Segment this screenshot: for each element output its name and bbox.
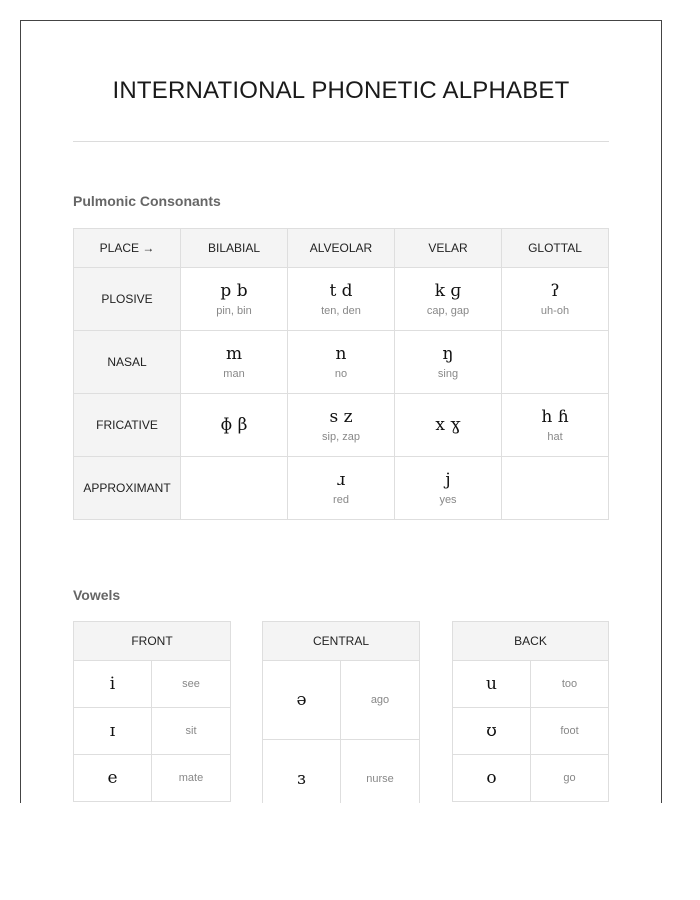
ipa-symbol: ŋ bbox=[442, 343, 454, 364]
vowels-front-table bbox=[73, 621, 231, 802]
example-words: man bbox=[223, 367, 245, 380]
row-header-fricative: FRICATIVE bbox=[74, 394, 181, 457]
example-words: uh-oh bbox=[540, 304, 570, 317]
consonant-cell bbox=[181, 331, 288, 394]
ipa-symbol: ɸ β bbox=[220, 415, 248, 435]
vowel-row bbox=[74, 661, 231, 708]
ipa-symbol: p b bbox=[220, 280, 248, 301]
consonant-row-nasal bbox=[74, 331, 609, 394]
ipa-symbol: ɹ bbox=[336, 469, 346, 490]
example-words: pin, bin bbox=[216, 304, 252, 317]
example-words: red bbox=[333, 493, 349, 506]
column-header-glottal: GLOTTAL bbox=[502, 229, 609, 268]
vowel-symbol: u bbox=[453, 661, 531, 708]
example-words: sip, zap bbox=[322, 430, 360, 443]
vowel-row bbox=[263, 661, 420, 740]
consonant-cell bbox=[502, 394, 609, 457]
row-header-plosive: PLOSIVE bbox=[74, 268, 181, 331]
vowel-symbol: i bbox=[74, 661, 152, 708]
consonant-cell bbox=[502, 268, 609, 331]
vowel-row bbox=[453, 755, 609, 802]
document-page bbox=[20, 20, 662, 803]
vowels-back-table bbox=[452, 621, 609, 802]
vowel-example: ago bbox=[341, 661, 420, 740]
consonant-cell bbox=[395, 457, 502, 520]
vowel-symbol: ɜ bbox=[263, 740, 341, 804]
page-title: INTERNATIONAL PHONETIC ALPHABET bbox=[112, 77, 570, 104]
vowel-example: see bbox=[152, 661, 231, 708]
vowels-heading: Vowels bbox=[73, 587, 121, 603]
column-header-alveolar: ALVEOLAR bbox=[288, 229, 395, 268]
ipa-symbol: m bbox=[225, 343, 243, 364]
consonants-heading: Pulmonic Consonants bbox=[73, 193, 221, 209]
example-words: cap, gap bbox=[426, 304, 470, 317]
vowel-group-header-central: CENTRAL bbox=[263, 622, 420, 661]
vowel-symbol: ə bbox=[263, 661, 341, 740]
vowel-row bbox=[453, 708, 609, 755]
ipa-symbol: x ɣ bbox=[435, 415, 461, 435]
vowel-row bbox=[74, 755, 231, 802]
row-header-approximant: APPROXIMANT bbox=[74, 457, 181, 520]
example-words: yes bbox=[439, 493, 457, 506]
consonant-row-fricative bbox=[74, 394, 609, 457]
vowel-example: go bbox=[531, 755, 609, 802]
vowels-central-table bbox=[262, 621, 420, 803]
place-corner-header: PLACE → bbox=[74, 229, 181, 268]
ipa-symbol: s z bbox=[329, 406, 353, 427]
example-words: hat bbox=[547, 430, 563, 443]
consonant-cell-empty bbox=[502, 331, 609, 394]
example-words: no bbox=[334, 367, 348, 380]
ipa-symbol: j bbox=[445, 469, 451, 490]
ipa-symbol: t d bbox=[329, 280, 353, 301]
vowel-symbol: e bbox=[74, 755, 152, 802]
ipa-symbol: h ɦ bbox=[541, 406, 569, 427]
vowel-example: too bbox=[531, 661, 609, 708]
vowel-symbol: ɪ bbox=[74, 708, 152, 755]
consonant-row-approximant bbox=[74, 457, 609, 520]
consonant-cell bbox=[395, 268, 502, 331]
vowel-row bbox=[263, 740, 420, 804]
consonant-row-plosive bbox=[74, 268, 609, 331]
vowel-row bbox=[453, 661, 609, 708]
consonant-cell-empty bbox=[181, 457, 288, 520]
consonant-cell bbox=[395, 394, 502, 457]
vowel-example: foot bbox=[531, 708, 609, 755]
consonant-cell bbox=[288, 268, 395, 331]
vowel-group-header-back: BACK bbox=[453, 622, 609, 661]
vowel-example: nurse bbox=[341, 740, 420, 804]
consonant-cell-empty bbox=[502, 457, 609, 520]
ipa-symbol: ʔ bbox=[550, 280, 560, 301]
vowel-symbol: o bbox=[453, 755, 531, 802]
consonant-cell bbox=[288, 331, 395, 394]
vowel-example: sit bbox=[152, 708, 231, 755]
example-words: ten, den bbox=[321, 304, 361, 317]
vowel-example: mate bbox=[152, 755, 231, 802]
ipa-symbol: n bbox=[335, 343, 347, 364]
ipa-symbol: k ɡ bbox=[434, 280, 462, 301]
vowel-symbol: ʊ bbox=[453, 708, 531, 755]
consonant-cell bbox=[288, 394, 395, 457]
column-header-velar: VELAR bbox=[395, 229, 502, 268]
consonant-cell bbox=[288, 457, 395, 520]
vowel-row bbox=[74, 708, 231, 755]
example-words: sing bbox=[437, 367, 459, 380]
consonants-header-row bbox=[74, 229, 609, 268]
consonants-table bbox=[73, 228, 609, 520]
consonant-cell bbox=[395, 331, 502, 394]
consonant-cell bbox=[181, 268, 288, 331]
row-header-nasal: NASAL bbox=[74, 331, 181, 394]
consonant-cell bbox=[181, 394, 288, 457]
vowel-group-header-front: FRONT bbox=[74, 622, 231, 661]
column-header-bilabial: BILABIAL bbox=[181, 229, 288, 268]
title-divider bbox=[73, 141, 609, 142]
